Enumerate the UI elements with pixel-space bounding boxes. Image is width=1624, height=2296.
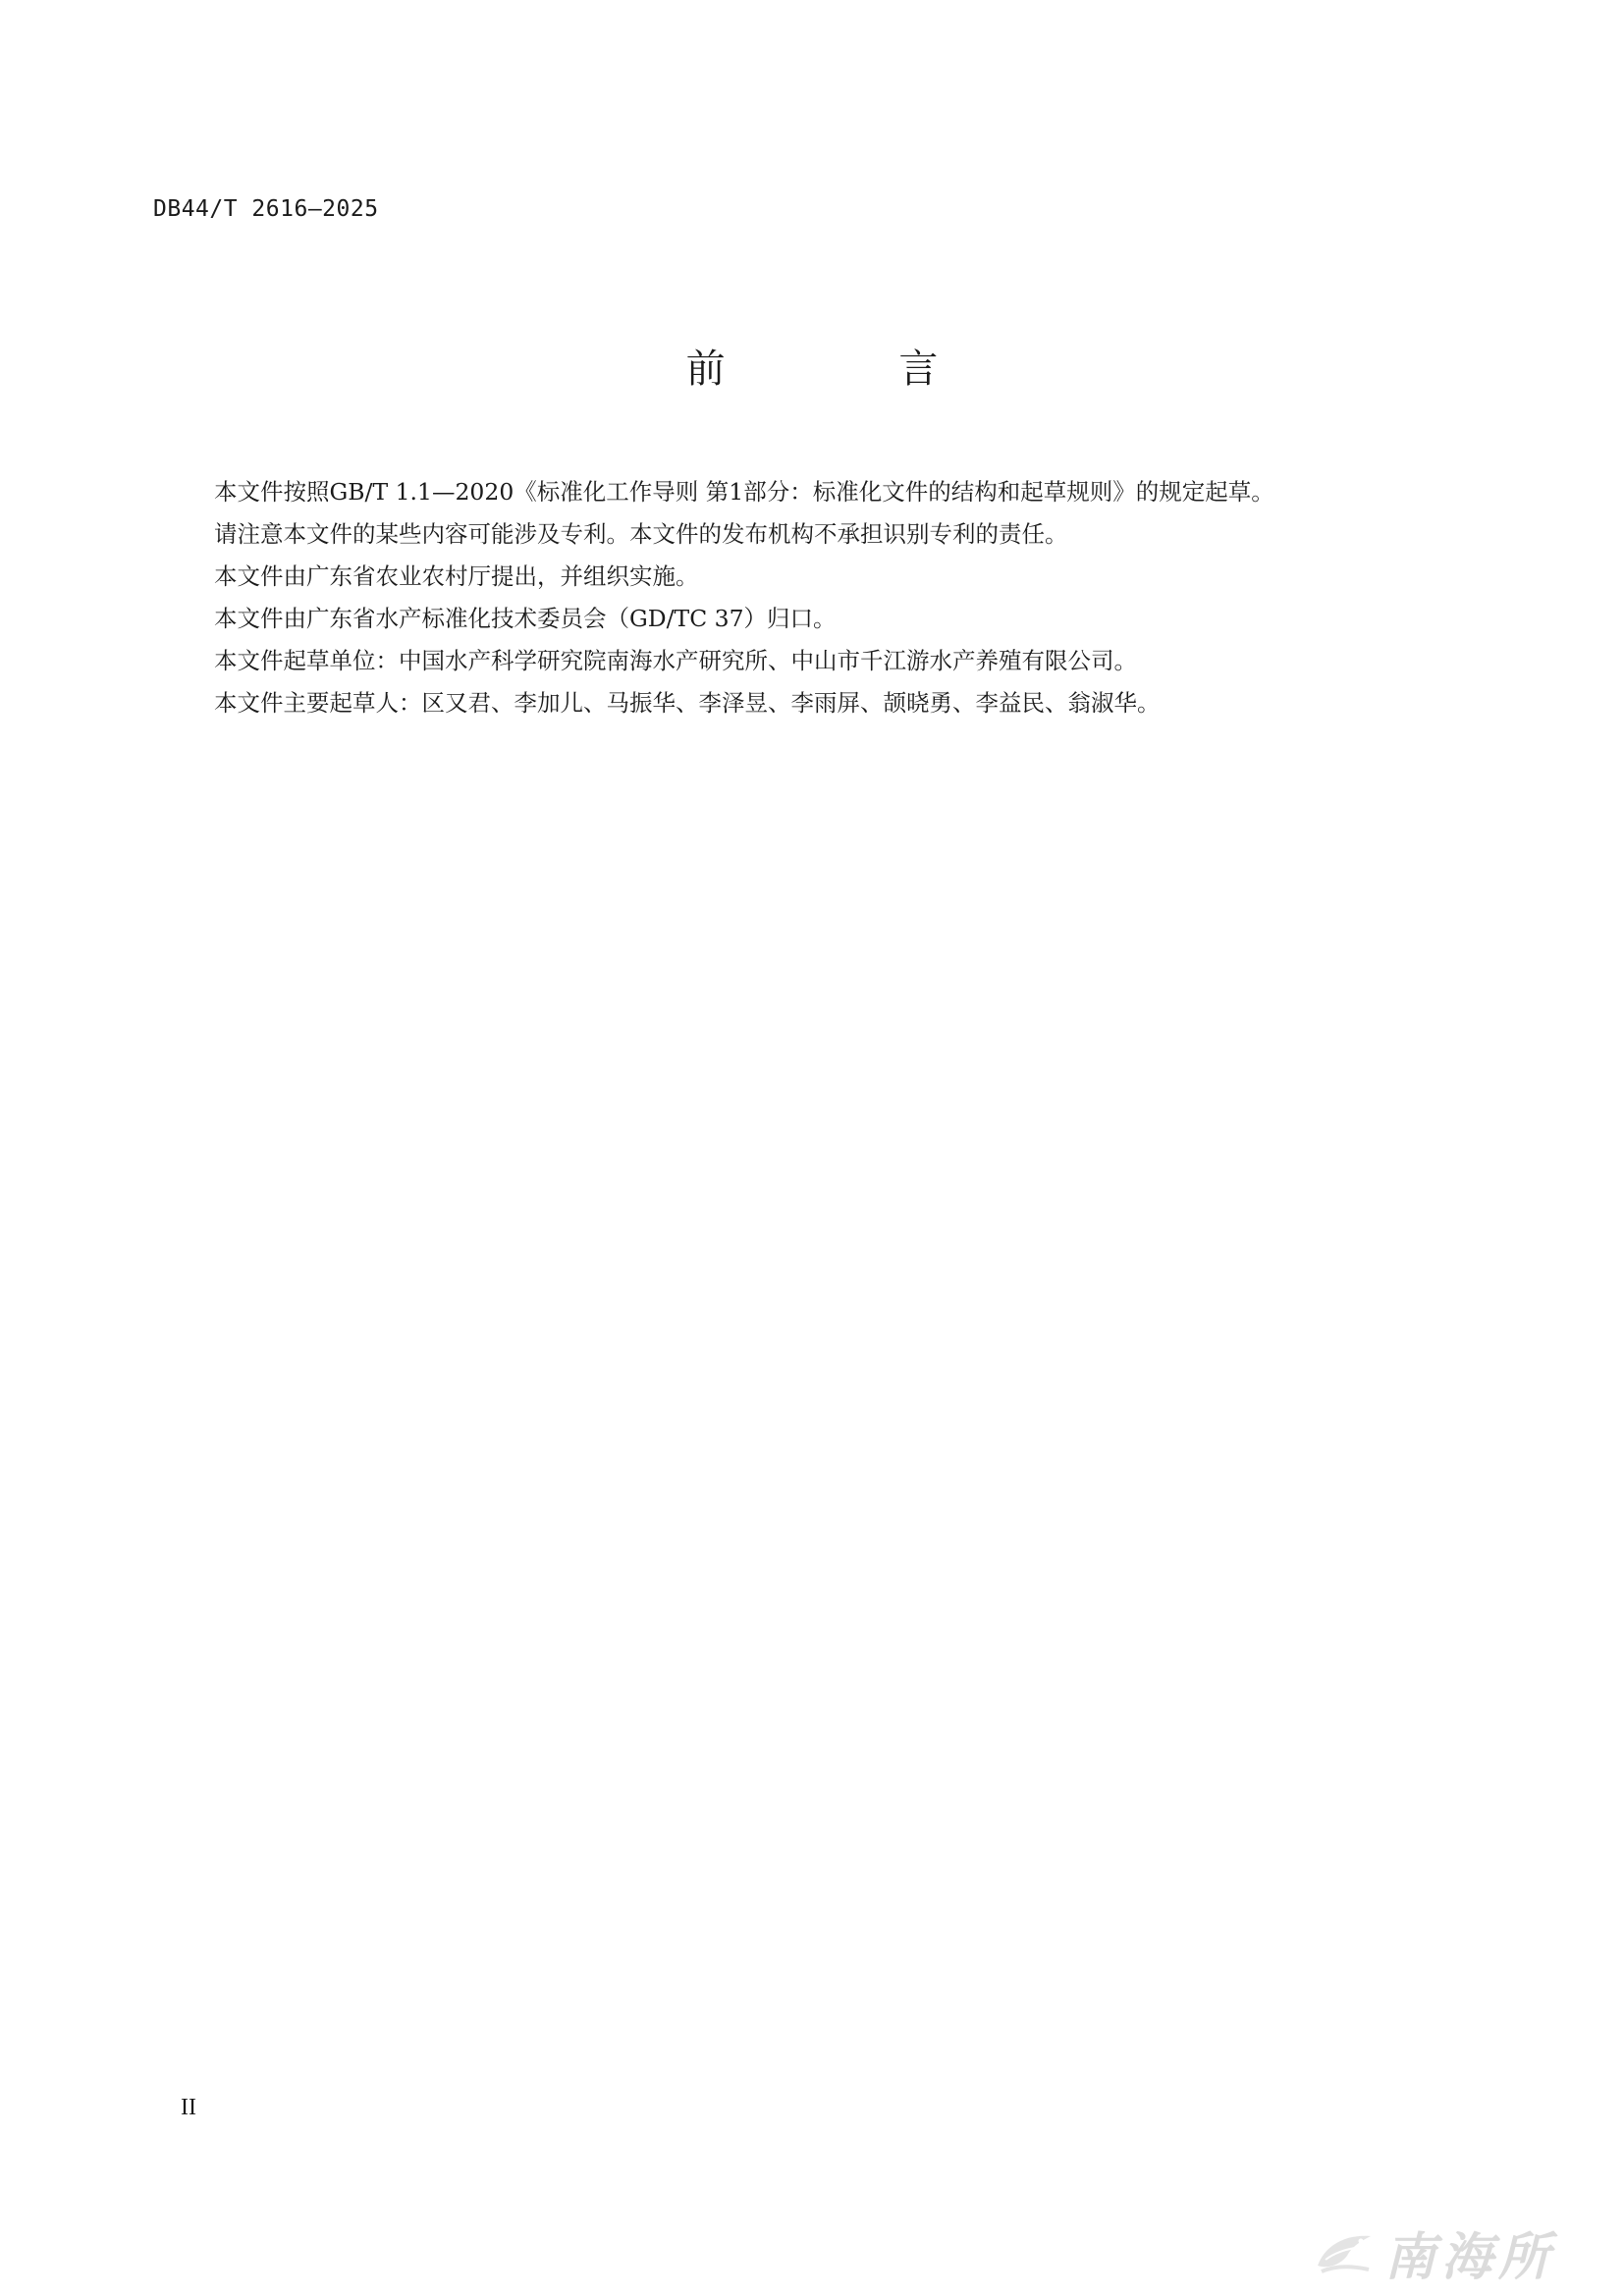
fish-logo-icon <box>1312 2226 1377 2277</box>
paragraph-drafting-basis: 本文件按照GB/T 1.1—2020《标准化工作导则 第1部分：标准化文件的结构和起草规则》的规定起草。 <box>214 478 1274 506</box>
paragraph-drafting-units: 本文件起草单位：中国水产科学研究院南海水产研究所、中山市千江游水产养殖有限公司。 <box>214 647 1137 674</box>
page-title: 前 言 <box>685 347 1019 392</box>
paragraph-drafters: 本文件主要起草人：区又君、李加儿、马振华、李泽昱、李雨屏、颉晓勇、李益民、翁淑华。 <box>214 689 1161 717</box>
page-number: II <box>181 2095 196 2120</box>
document-code: DB44/T 2616—2025 <box>153 196 379 222</box>
watermark <box>1312 2220 1624 2287</box>
preface-body <box>153 471 1430 724</box>
paragraph-committee: 本文件由广东省水产标准化技术委员会（GD/TC 37）归口。 <box>214 605 837 632</box>
paragraph-proposer: 本文件由广东省农业农村厅提出，并组织实施。 <box>214 562 699 590</box>
paragraph-patent-notice: 请注意本文件的某些内容可能涉及专利。本文件的发布机构不承担识别专利的责任。 <box>214 520 1068 548</box>
watermark-text: 南海所 <box>1384 2227 1556 2287</box>
